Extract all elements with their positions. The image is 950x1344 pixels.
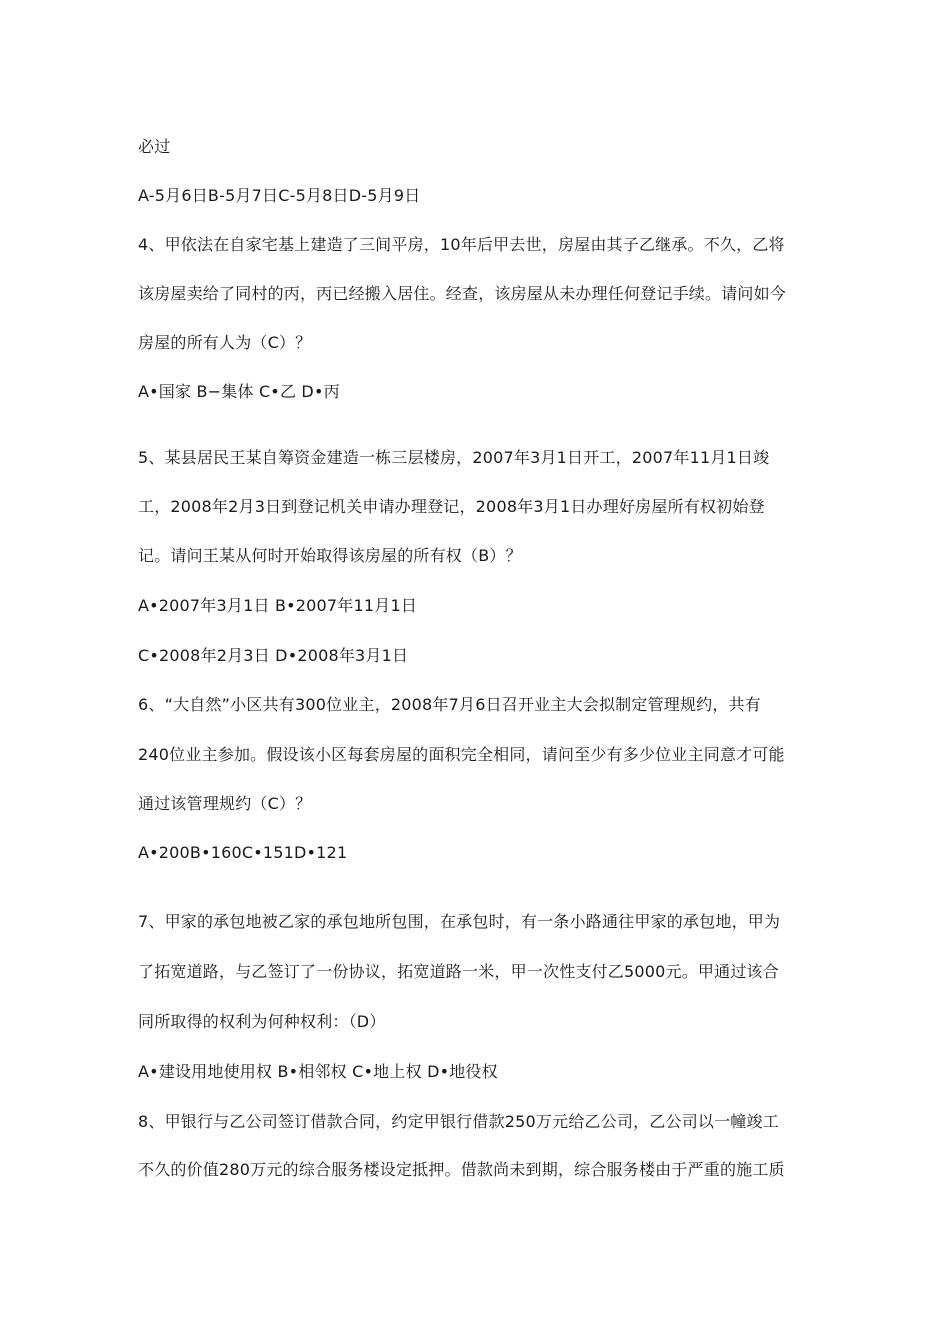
text-line: 5、某县居民王某自筹资金建造一栋三层楼房，2007年3月1日开工，2007年11月1日竣 [138,448,770,467]
text-line: C•2008年2月3日 D•2008年3月1日 [138,646,409,665]
text-line: 通过该管理规约（C）？ [138,794,312,813]
text-line: A•建设用地使用权 B•相邻权 C•地上权 D•地役权 [138,1062,498,1081]
text-line: 该房屋卖给了同村的丙，丙已经搬入居住。经查，该房屋从未办理任何登记手续。请问如今 [138,284,787,303]
text-line: A•200B•160C•151D•121 [138,843,348,862]
text-line: 不久的价值280万元的综合服务楼设定抵押。借款尚未到期，综合服务楼由于严重的施工质 [138,1160,785,1179]
text-line: 同所取得的权利为何种权利：（D） [138,1012,386,1031]
text-line: 房屋的所有人为（C）？ [138,333,312,352]
text-line: 记。请问王某从何时开始取得该房屋的所有权（B）？ [138,546,522,565]
text-line: 7、甲家的承包地被乙家的承包地所包围，在承包时，有一条小路通往甲家的承包地，甲为 [138,912,781,931]
text-line: 6、“大自然”小区共有300位业主，2008年7月6日召开业主大会拟制定管理规约，共有 [138,695,761,714]
text-line: A•国家 B−集体 C•乙 D•丙 [138,382,340,401]
text-line: 了拓宽道路，与乙签订了一份协议，拓宽道路一米，甲一次性支付乙5000元。甲通过该合 [138,962,779,981]
text-line: 240位业主参加。假设该小区每套房屋的面积完全相同，请问至少有多少位业主同意才可能 [138,745,785,764]
text-line: A•2007年3月1日 B•2007年11月1日 [138,596,418,615]
text-line: 工，2008年2月3日到登记机关申请办理登记，2008年3月1日办理好房屋所有权初始登 [138,497,765,516]
text-line: 必过 [138,137,171,156]
text-line: 8、甲银行与乙公司签订借款合同，约定甲银行借款250万元给乙公司，乙公司以一幢竣工 [138,1112,779,1131]
text-line: A-5月6日B-5月7日C-5月8日D-5月9日 [138,186,421,205]
text-line: 4、甲依法在自家宅基上建造了三间平房，10年后甲去世，房屋由其子乙继承。不久，乙将 [138,235,785,254]
